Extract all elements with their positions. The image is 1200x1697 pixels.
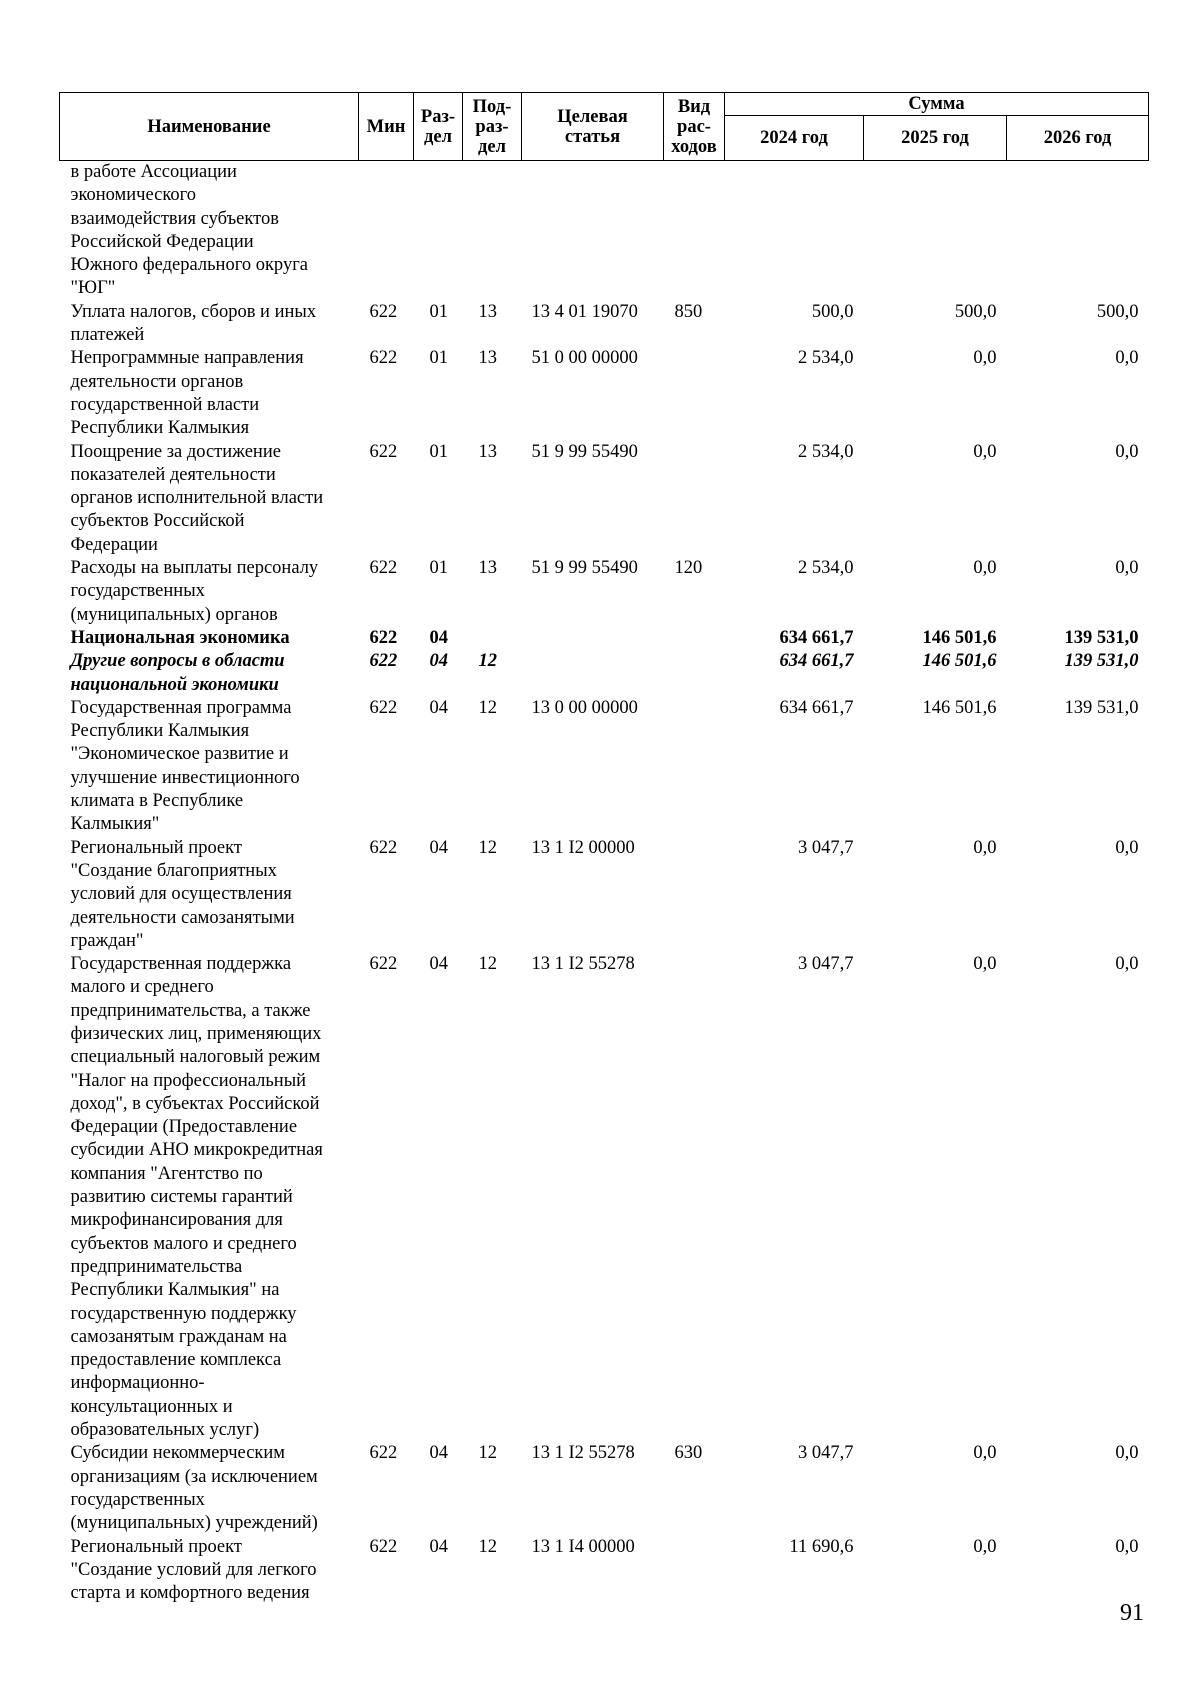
sum-2024-cell: 634 661,7 — [779, 627, 854, 648]
vid-rashodov-cell — [664, 837, 725, 953]
row-name-cell: Непрограммные направления деятельности органов государственной власти Республики Калмыкия — [70, 348, 304, 439]
sum-2026-cell: 139 531,0 — [1064, 697, 1139, 718]
sum-2025-cell: 146 501,6 — [922, 651, 997, 672]
sum-2025-cell: 0,0 — [973, 954, 997, 975]
sum-2026-cell: 139 531,0 — [1064, 651, 1139, 672]
table-header — [60, 93, 1149, 161]
podrazdel-cell: 12 — [478, 651, 497, 672]
row-name-cell: Расходы на выплаты персоналу государственных (муниципальных) органов — [70, 558, 319, 625]
razdel-cell: 04 — [429, 954, 448, 975]
sum-2024-cell: 11 690,6 — [789, 1536, 854, 1557]
sum-2024-cell: 2 534,0 — [798, 348, 854, 369]
table-body — [60, 161, 1149, 1606]
sum-2026-cell: 0,0 — [1115, 441, 1139, 462]
page-number: 91 — [1120, 1600, 1144, 1626]
podrazdel-cell: 12 — [478, 1443, 497, 1464]
table-row — [60, 1442, 1149, 1535]
sum-2024-cell: 2 534,0 — [798, 558, 854, 579]
row-name-cell: Региональный проект "Создание условий для легкого старта и комфортного ведения — [70, 1536, 317, 1604]
budget-table — [59, 92, 1149, 1605]
min-cell: 622 — [369, 441, 398, 462]
celevaya-statya-cell: 13 1 I2 00000 — [531, 837, 635, 858]
podrazdel-cell: 12 — [478, 837, 497, 858]
sum-2024-cell: 634 661,7 — [779, 697, 854, 718]
vid-rashodov-cell — [664, 697, 725, 837]
razdel-cell: 01 — [429, 558, 448, 579]
min-cell: 622 — [369, 348, 398, 369]
sum-2026-cell: 0,0 — [1115, 1536, 1139, 1557]
razdel-cell: 01 — [429, 301, 448, 322]
header-summa: Сумма — [725, 93, 1149, 116]
vid-rashodov-cell — [664, 650, 725, 697]
header-celevaya-text: Целевая статья — [557, 106, 628, 147]
vid-rashodov-cell: 120 — [674, 558, 703, 579]
header-2025: 2025 год — [864, 116, 1007, 161]
podrazdel-cell: 12 — [478, 954, 497, 975]
min-cell: 622 — [369, 837, 398, 858]
razdel-cell: 01 — [429, 348, 448, 369]
min-cell: 622 — [369, 697, 398, 718]
sum-2025-cell — [864, 161, 1007, 301]
celevaya-statya-cell: 13 4 01 19070 — [531, 301, 638, 322]
table-row — [60, 557, 1149, 627]
row-name-cell: Другие вопросы в области национальной экономики — [70, 651, 285, 695]
sum-2025-cell: 146 501,6 — [922, 697, 997, 718]
row-name-cell: Национальная экономика — [70, 627, 290, 648]
min-cell: 622 — [369, 627, 398, 648]
table-row — [60, 1536, 1149, 1606]
celevaya-statya-cell — [522, 161, 664, 301]
podrazdel-cell — [463, 627, 522, 650]
sum-2025-cell: 0,0 — [973, 348, 997, 369]
header-name: Наименование — [60, 93, 359, 161]
sum-2025-cell: 0,0 — [973, 837, 997, 858]
sum-2024-cell: 3 047,7 — [798, 954, 854, 975]
sum-2024-cell: 634 661,7 — [779, 651, 854, 672]
sum-2026-cell: 0,0 — [1115, 558, 1139, 579]
celevaya-statya-cell: 51 9 99 55490 — [531, 441, 638, 462]
sum-2026-cell: 0,0 — [1115, 348, 1139, 369]
razdel-cell: 04 — [429, 1536, 448, 1557]
podrazdel-cell: 12 — [478, 697, 497, 718]
header-razdel-text: Раз- дел — [420, 106, 456, 147]
sum-2024-cell: 500,0 — [811, 301, 854, 322]
header-2024: 2024 год — [725, 116, 864, 161]
sum-2025-cell: 0,0 — [973, 558, 997, 579]
sum-2025-cell: 146 501,6 — [922, 627, 997, 648]
sum-2024-cell: 2 534,0 — [798, 441, 854, 462]
min-cell — [359, 161, 414, 301]
razdel-cell: 04 — [429, 1443, 448, 1464]
table-row — [60, 650, 1149, 697]
header-podrazdel-text: Под- раз- дел — [472, 96, 512, 157]
razdel-cell — [414, 161, 463, 301]
celevaya-statya-cell: 13 1 I2 55278 — [531, 1443, 635, 1464]
sum-2026-cell: 139 531,0 — [1064, 627, 1139, 648]
podrazdel-cell: 13 — [478, 558, 497, 579]
row-name-cell: Субсидии некоммерческим организациям (за исключением государственных (муниципальных) учреждений) — [70, 1443, 318, 1534]
vid-rashodov-cell — [664, 1536, 725, 1606]
podrazdel-cell: 13 — [478, 348, 497, 369]
sum-2024-cell: 3 047,7 — [798, 837, 854, 858]
celevaya-statya-cell: 13 1 I2 55278 — [531, 954, 635, 975]
table-row — [60, 161, 1149, 301]
table-row — [60, 837, 1149, 953]
podrazdel-cell: 13 — [478, 441, 497, 462]
vid-rashodov-cell: 850 — [674, 301, 703, 322]
header-min: Мин — [359, 93, 414, 161]
header-vid — [664, 93, 725, 161]
razdel-cell: 04 — [429, 627, 448, 648]
min-cell: 622 — [369, 1443, 398, 1464]
table-row — [60, 441, 1149, 557]
row-name-cell: Государственная программа Республики Калмыкия "Экономическое развитие и улучшение инвестиционного климата в Республике Калмыкия" — [70, 697, 300, 835]
sum-2025-cell: 0,0 — [973, 441, 997, 462]
celevaya-statya-cell — [522, 650, 664, 697]
vid-rashodov-cell — [664, 953, 725, 1442]
min-cell: 622 — [369, 301, 398, 322]
sum-2025-cell: 500,0 — [954, 301, 997, 322]
table-row — [60, 347, 1149, 440]
min-cell: 622 — [369, 954, 398, 975]
celevaya-statya-cell: 51 9 99 55490 — [531, 558, 638, 579]
sum-2026-cell: 0,0 — [1115, 837, 1139, 858]
min-cell: 622 — [369, 651, 398, 672]
podrazdel-cell: 13 — [478, 301, 497, 322]
header-2026: 2026 год — [1007, 116, 1149, 161]
podrazdel-cell: 12 — [478, 1536, 497, 1557]
sum-2024-cell — [725, 161, 864, 301]
header-podrazdel — [463, 93, 522, 161]
sum-2025-cell: 0,0 — [973, 1536, 997, 1557]
row-name-cell: Уплата налогов, сборов и иных платежей — [70, 301, 317, 346]
row-name-cell: Государственная поддержка малого и среднего предпринимательства, а также физических лиц, применяющих специальный налоговый режим "Налог на профессиональный доход", в субъектах Российской Федерации (Предоставление субсидии АНО микрокредитная компания "Агентство по развитию системы гарантий микрофинансирования для субъектов малого и среднего предпринимательства Республики Калмыкия" на государственную поддержку самозанятым гражданам на предоставление комплекса информационно- консультационных и образовательных услуг) — [70, 954, 323, 1441]
min-cell: 622 — [369, 558, 398, 579]
sum-2026-cell — [1007, 161, 1149, 301]
sum-2026-cell: 0,0 — [1115, 954, 1139, 975]
sum-2026-cell: 0,0 — [1115, 1443, 1139, 1464]
sum-2025-cell: 0,0 — [973, 1443, 997, 1464]
table-row — [60, 953, 1149, 1442]
row-name-cell: Поощрение за достижение показателей деятельности органов исполнительной власти субъектов Российской Федерации — [70, 441, 324, 555]
celevaya-statya-cell: 13 1 I4 00000 — [531, 1536, 635, 1557]
header-vid-text: Вид рас- ходов — [671, 96, 717, 157]
sum-2024-cell: 3 047,7 — [798, 1443, 854, 1464]
razdel-cell: 04 — [429, 697, 448, 718]
header-razdel — [414, 93, 463, 161]
celevaya-statya-cell: 51 0 00 00000 — [531, 348, 638, 369]
row-name-cell: Региональный проект "Создание благоприятных условий для осуществления деятельности самозанятыми граждан" — [70, 837, 295, 951]
table-row — [60, 301, 1149, 348]
vid-rashodov-cell — [664, 441, 725, 557]
min-cell: 622 — [369, 1536, 398, 1557]
razdel-cell: 04 — [429, 837, 448, 858]
table-row — [60, 627, 1149, 650]
sum-2026-cell: 500,0 — [1096, 301, 1139, 322]
vid-rashodov-cell — [664, 161, 725, 301]
celevaya-statya-cell: 13 0 00 00000 — [531, 697, 638, 718]
razdel-cell: 04 — [429, 651, 448, 672]
vid-rashodov-cell — [664, 627, 725, 650]
podrazdel-cell — [463, 161, 522, 301]
row-name-cell: в работе Ассоциации экономического взаимодействия субъектов Российской Федерации Южного федерального округа "ЮГ" — [70, 162, 308, 299]
table-row — [60, 697, 1149, 837]
header-celevaya — [522, 93, 664, 161]
razdel-cell: 01 — [429, 441, 448, 462]
celevaya-statya-cell — [522, 627, 664, 650]
vid-rashodov-cell — [664, 347, 725, 440]
vid-rashodov-cell: 630 — [674, 1443, 703, 1464]
